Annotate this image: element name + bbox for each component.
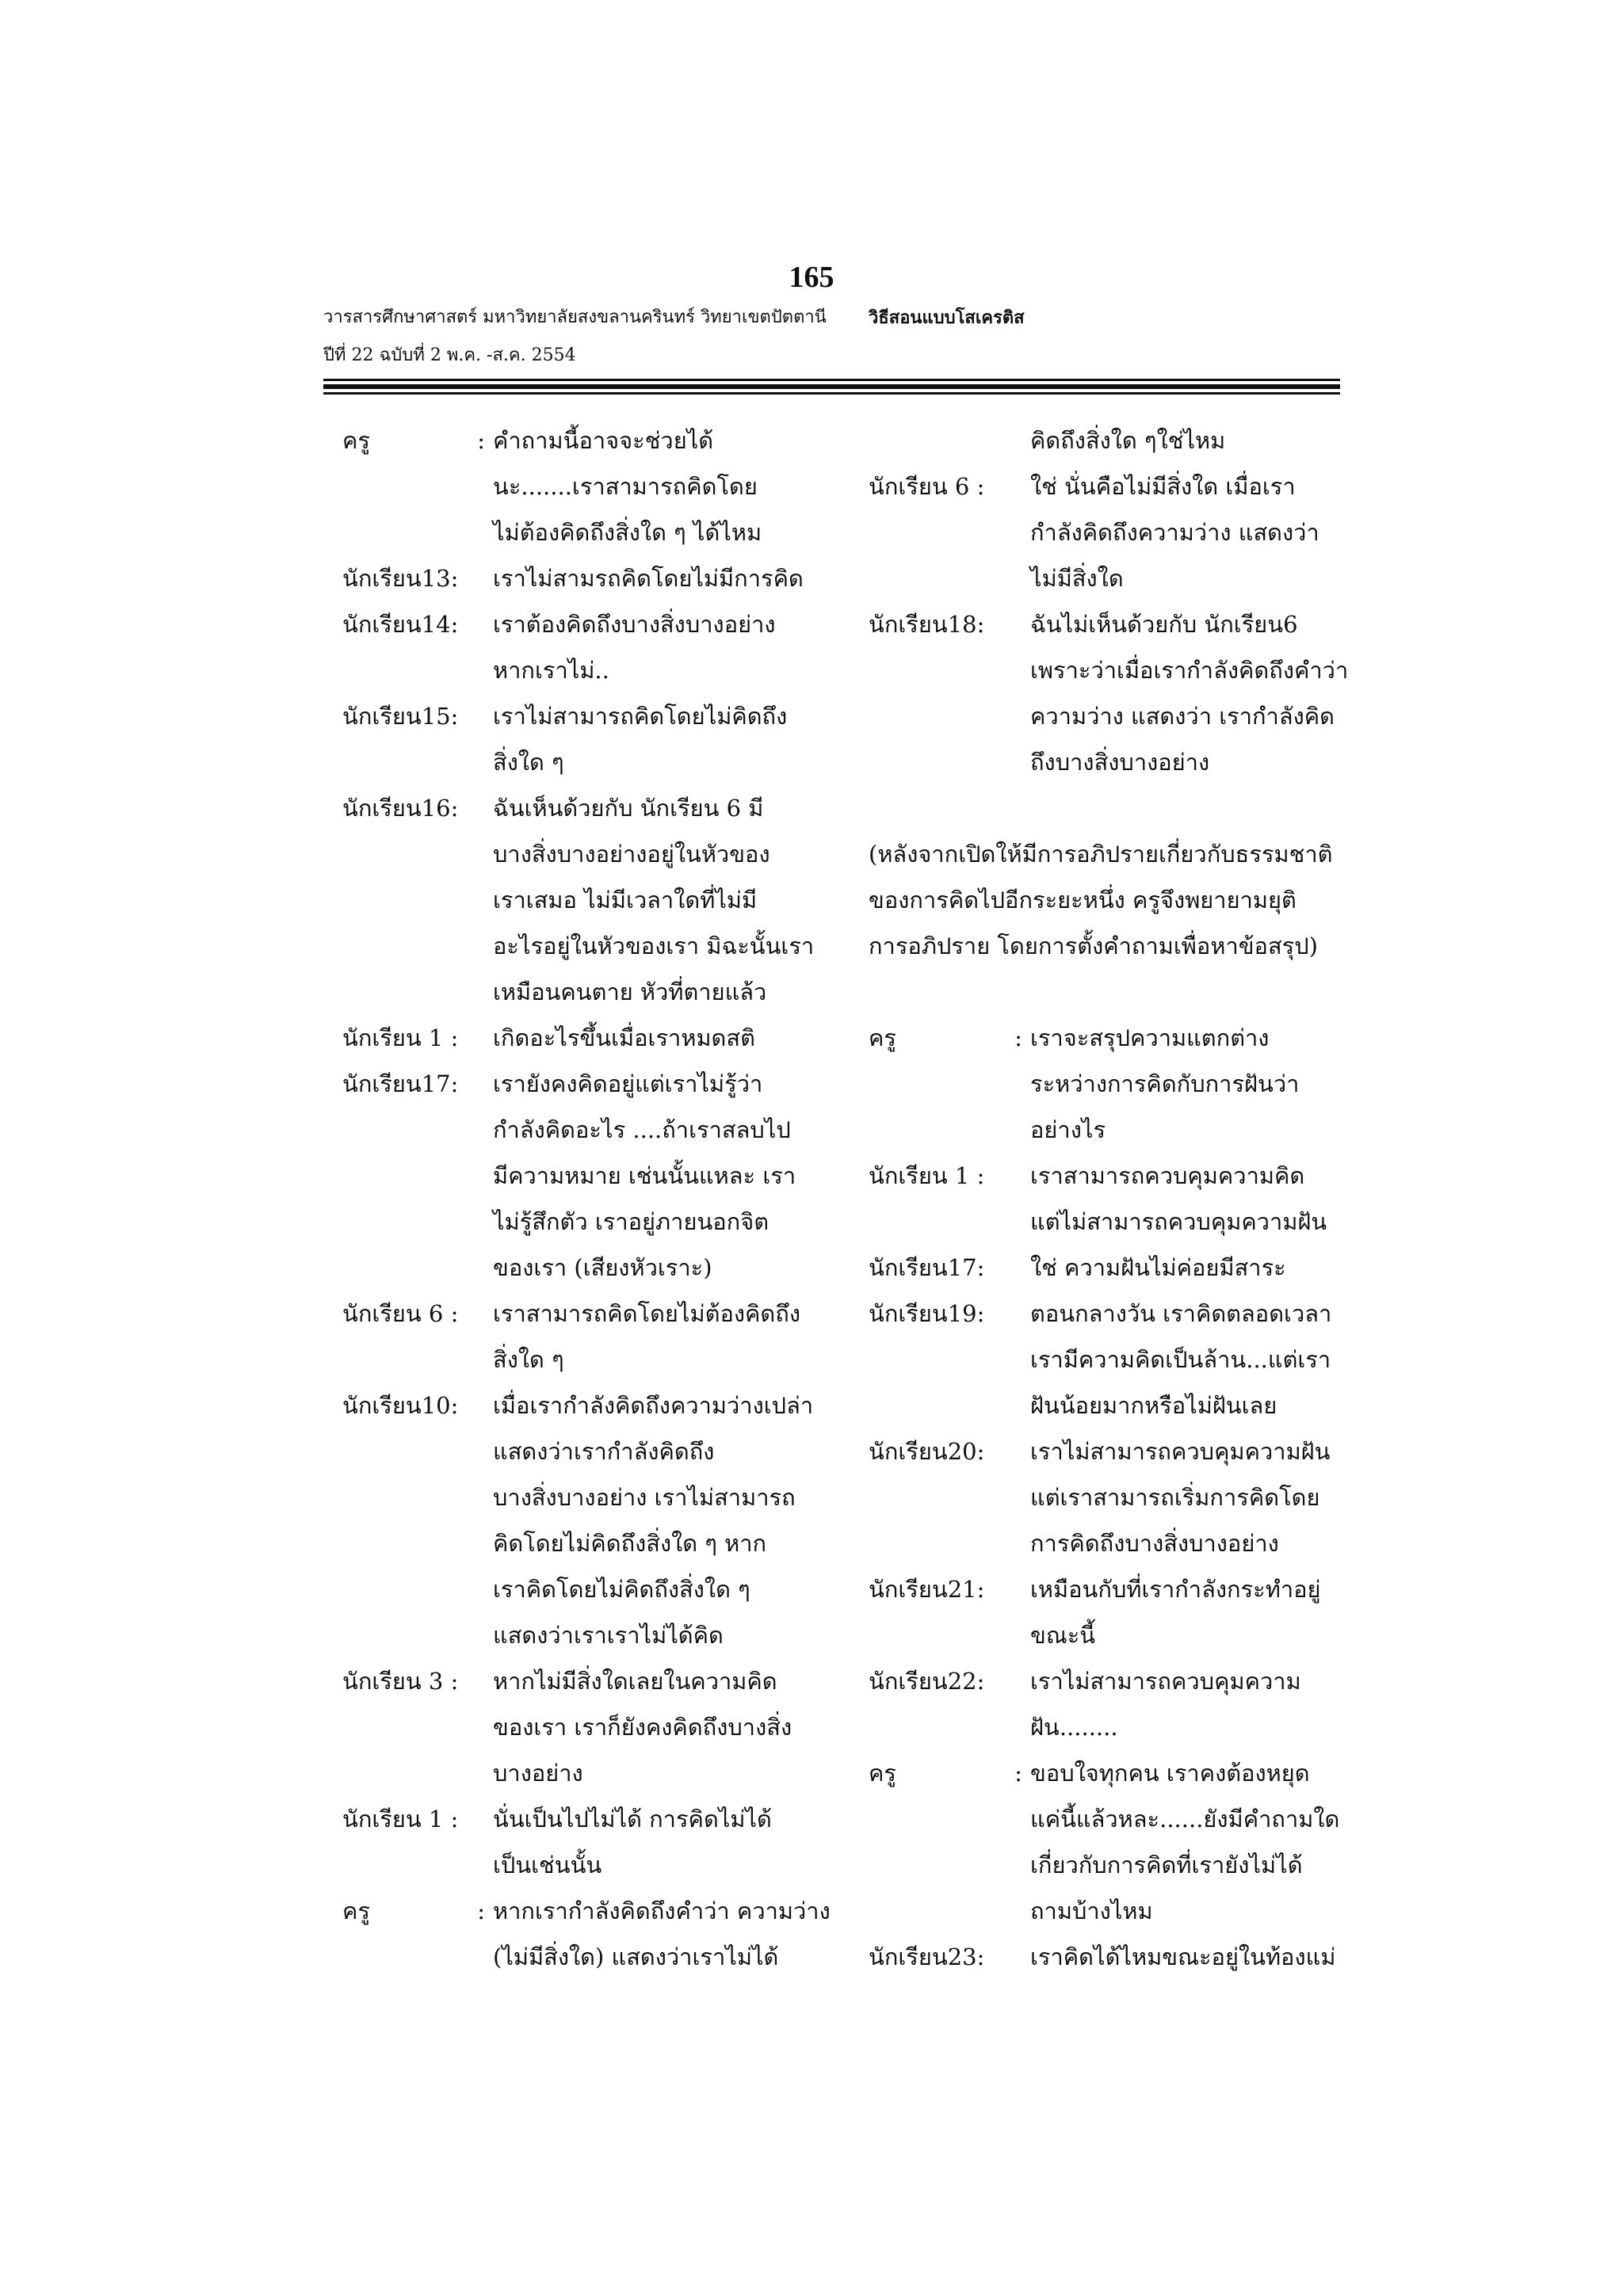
utterance-line: เราไม่สามารถควบคุมความฝัน <box>1030 1438 1331 1465</box>
utterance <box>1030 1750 1360 1934</box>
speaker-name: นักเรียน21: <box>869 1576 985 1603</box>
speaker-label <box>869 1658 1030 1704</box>
speaker-label <box>869 1934 1030 1980</box>
utterance-line: ฉันไม่เห็นด้วยกับ นักเรียน6 <box>1030 611 1298 638</box>
dialogue-entry <box>869 601 1360 785</box>
utterance-line: ฝัน........ <box>1030 1714 1118 1741</box>
utterance-line: หากเรากำลังคิดถึงคำว่า ความว่าง <box>493 1897 831 1924</box>
utterance-line: ไม่รู้สึกตัว เราอยู่ภายนอกจิต <box>493 1208 769 1235</box>
utterance-line: ถึงบางสิ่งบางอย่าง <box>1030 749 1210 776</box>
speaker-colon: : <box>1014 1760 1022 1787</box>
dialogue-entry <box>869 1153 1360 1245</box>
utterance <box>493 1061 818 1291</box>
utterance <box>493 1796 818 1888</box>
utterance-line: เรามีความคิดเป็นล้าน...แต่เรา <box>1030 1346 1331 1373</box>
utterance-line: ระหว่างการคิดกับการฝันว่า <box>1030 1070 1300 1097</box>
speaker-colon <box>485 1658 493 1704</box>
utterance-line: แต่เราสามารถเริ่มการคิดโดย <box>1030 1484 1320 1511</box>
utterance-line: เหมือนคนตาย หัวที่ตายแล้ว <box>493 978 767 1005</box>
dialogue-entry <box>342 785 818 1015</box>
speaker-label <box>342 601 493 647</box>
speaker-colon <box>1022 601 1030 647</box>
speaker-colon <box>485 555 493 601</box>
utterance-line: ใช่ ความฝันไม่ค่อยมีสาระ <box>1030 1254 1286 1281</box>
utterance <box>1030 1566 1360 1658</box>
utterance <box>493 785 818 1015</box>
utterance-line: สิ่งใด ๆ <box>493 749 564 776</box>
speaker-colon <box>1022 1153 1030 1199</box>
dialogue-entry <box>342 1888 831 1980</box>
speaker-name: ครู <box>869 1760 896 1787</box>
utterance-line: เราคิดได้ไหมขณะอยู่ในท้องแม่ <box>1030 1943 1336 1970</box>
speaker-name: นักเรียน17: <box>869 1254 985 1281</box>
speaker-name: ครู <box>869 1024 896 1051</box>
dialogue-entry <box>869 1291 1360 1428</box>
utterance-line: เราต้องคิดถึงบางสิ่งบางอย่าง <box>493 611 776 638</box>
dialogue-entry <box>342 1061 818 1291</box>
utterance-line: นะ.......เราสามารถคิดโดย <box>493 473 758 500</box>
dialogue-entry <box>869 1245 1360 1291</box>
right-column-dialogue-bottom <box>869 1015 1360 1980</box>
speaker-label <box>869 1428 1030 1474</box>
header-rule <box>323 392 1340 395</box>
dialogue-entry <box>342 1658 818 1796</box>
speaker-colon <box>485 1383 493 1428</box>
speaker-colon <box>1022 1291 1030 1337</box>
utterance-line: เกี่ยวกับการคิดที่เรายังไม่ได้ <box>1030 1852 1303 1878</box>
speaker-name: ครู <box>342 1897 370 1924</box>
utterance <box>493 1888 831 1980</box>
dialogue-entry <box>342 1383 818 1658</box>
right-column-dialogue-top <box>869 418 1360 785</box>
utterance-line: เมื่อเรากำลังคิดถึงความว่างเปล่า <box>493 1392 814 1419</box>
dialogue-entry <box>869 1015 1360 1153</box>
dialogue-entry <box>869 418 1360 463</box>
dialogue-entry <box>869 1566 1360 1658</box>
narration-paragraph <box>869 831 1360 969</box>
utterance <box>1030 1428 1360 1566</box>
journal-issue: ปีที่ 22 ฉบับที่ 2 พ.ค. -ส.ค. 2554 <box>323 345 576 365</box>
utterance-line: เรายังคงคิดอยู่แต่เราไม่รู้ว่า <box>493 1070 763 1097</box>
speaker-colon <box>485 1061 493 1107</box>
utterance-line: ไม่ต้องคิดถึงสิ่งใด ๆ ได้ไหม <box>493 519 762 546</box>
speaker-label <box>869 1015 1030 1061</box>
utterance-line: ใช่ นั่นคือไม่มีสิ่งใด เมื่อเรา <box>1030 473 1296 500</box>
utterance-line: เกิดอะไรขึ้นเมื่อเราหมดสติ <box>493 1024 755 1051</box>
utterance <box>1030 463 1360 601</box>
utterance-line: หากไม่มีสิ่งใดเลยในความคิด <box>493 1668 777 1695</box>
speaker-colon <box>1022 1428 1030 1474</box>
utterance <box>493 418 818 555</box>
speaker-colon <box>485 1291 493 1337</box>
speaker-label <box>342 785 493 831</box>
narration-line: (หลังจากเปิดให้มีการอภิปรายเกี่ยวกับธรรมชาติ <box>869 841 1333 868</box>
utterance <box>1030 1934 1360 1980</box>
speaker-name: นักเรียน22: <box>869 1668 985 1695</box>
utterance-line: ฉันเห็นด้วยกับ นักเรียน 6 มี <box>493 795 764 822</box>
dialogue-entry <box>342 555 818 601</box>
utterance-line: เราสามารถคิดโดยไม่ต้องคิดถึง <box>493 1300 800 1327</box>
speaker-label <box>342 1291 493 1337</box>
utterance-line: เราไม่สามรถคิดโดยไม่มีการคิด <box>493 565 804 592</box>
utterance-line: เราสามารถควบคุมความคิด <box>1030 1162 1305 1189</box>
speaker-colon <box>485 1015 493 1061</box>
journal-name: วารสารศึกษาศาสตร์ มหาวิทยาลัยสงขลานครินทร์ วิทยาเขตปัตตานี <box>323 307 827 327</box>
speaker-colon <box>1022 1934 1030 1980</box>
utterance-line: กำลังคิดถึงความว่าง แสดงว่า <box>1030 519 1319 546</box>
speaker-label <box>869 601 1030 647</box>
speaker-name: นักเรียน 1 : <box>342 1024 459 1051</box>
utterance <box>1030 418 1360 463</box>
speaker-colon <box>1022 1658 1030 1704</box>
utterance <box>493 1291 818 1383</box>
utterance-line: คิดถึงสิ่งใด ๆใช่ไหม <box>1030 427 1226 454</box>
speaker-label <box>342 1888 493 1934</box>
right-column <box>869 418 1360 1980</box>
utterance-line: แต่ไม่สามารถควบคุมความฝัน <box>1030 1208 1327 1235</box>
utterance <box>493 1658 818 1796</box>
utterance-line: นั่นเป็นไปไม่ได้ การคิดไม่ได้ <box>493 1806 772 1833</box>
utterance <box>493 1015 818 1061</box>
dialogue-entry <box>342 693 818 785</box>
utterance-line: คำถามนี้อาจจะช่วยได้ <box>493 427 714 454</box>
dialogue-entry <box>342 418 818 555</box>
speaker-name: นักเรียน 1 : <box>869 1162 985 1189</box>
utterance-line: แสดงว่าเรากำลังคิดถึง <box>493 1438 715 1465</box>
speaker-label <box>869 1566 1030 1612</box>
speaker-label <box>342 1658 493 1704</box>
speaker-name: นักเรียน19: <box>869 1300 985 1327</box>
utterance-line: สิ่งใด ๆ <box>493 1346 564 1373</box>
speaker-colon <box>485 1796 493 1842</box>
utterance-line: เป็นเช่นนั้น <box>493 1852 602 1878</box>
speaker-colon: : <box>477 1897 485 1924</box>
utterance-line: เราไม่สามารถคิดโดยไม่คิดถึง <box>493 703 788 730</box>
dialogue-entry <box>342 601 818 693</box>
dialogue-entry <box>342 1796 818 1888</box>
speaker-label <box>342 1061 493 1107</box>
narration-line: การอภิปราย โดยการตั้งคำถามเพื่อหาข้อสรุป) <box>869 933 1318 959</box>
utterance-line: บางสิ่งบางอย่าง เราไม่สามารถ <box>493 1484 796 1511</box>
speaker-label <box>869 1750 1030 1796</box>
header-rule <box>323 384 1340 389</box>
speaker-name: นักเรียน10: <box>342 1392 459 1419</box>
page-number: 165 <box>789 261 834 294</box>
utterance <box>1030 1015 1360 1153</box>
utterance-line: ไม่มีสิ่งใด <box>1030 565 1124 592</box>
utterance-line: เราจะสรุปความแตกต่าง <box>1030 1024 1270 1051</box>
narration-line: ของการคิดไปอีกระยะหนึ่ง ครูจึงพยายามยุติ <box>869 887 1296 913</box>
utterance-line: เราเสมอ ไม่มีเวลาใดที่ไม่มี <box>493 887 758 913</box>
utterance <box>493 601 818 693</box>
speaker-name: นักเรียน 3 : <box>342 1668 459 1695</box>
speaker-name: นักเรียน18: <box>869 611 985 638</box>
speaker-name: นักเรียน 6 : <box>869 473 985 500</box>
speaker-label <box>342 418 493 463</box>
utterance-line: แค่นี้แล้วหละ......ยังมีคำถามใด <box>1030 1806 1340 1833</box>
dialogue-entry <box>342 1015 818 1061</box>
utterance-line: ขณะนี้ <box>1030 1622 1096 1649</box>
speaker-label <box>869 1245 1030 1291</box>
utterance <box>1030 1658 1360 1750</box>
utterance-line: มีความหมาย เช่นนั้นแหละ เรา <box>493 1162 796 1189</box>
left-column <box>342 418 831 1980</box>
speaker-name: นักเรียน16: <box>342 795 459 822</box>
speaker-name: นักเรียน 1 : <box>342 1806 459 1833</box>
utterance-line: ของเรา (เสียงหัวเราะ) <box>493 1254 712 1281</box>
utterance-line: ความว่าง แสดงว่า เรากำลังคิด <box>1030 703 1335 730</box>
utterance-line: หากเราไม่.. <box>493 657 609 684</box>
speaker-name: นักเรียน15: <box>342 703 459 730</box>
dialogue-entry <box>869 1428 1360 1566</box>
speaker-label <box>869 463 1030 509</box>
utterance-line: อย่างไร <box>1030 1116 1106 1143</box>
dialogue-entry <box>342 1291 818 1383</box>
speaker-colon <box>1022 463 1030 509</box>
utterance-line: ตอนกลางวัน เราคิดตลอดเวลา <box>1030 1300 1332 1327</box>
utterance-line: ของเรา เราก็ยังคงคิดถึงบางสิ่ง <box>493 1714 792 1741</box>
speaker-colon <box>1022 1566 1030 1612</box>
utterance-line: เพราะว่าเมื่อเรากำลังคิดถึงคำว่า <box>1030 657 1349 684</box>
utterance-line: แสดงว่าเราเราไม่ได้คิด <box>493 1622 724 1649</box>
utterance <box>493 1383 818 1658</box>
speaker-colon <box>1022 1245 1030 1291</box>
dialogue-entry <box>869 1750 1360 1934</box>
utterance-line: เราคิดโดยไม่คิดถึงสิ่งใด ๆ <box>493 1576 750 1603</box>
utterance-line: บางอย่าง <box>493 1760 583 1787</box>
speaker-label <box>342 693 493 739</box>
speaker-colon: : <box>1014 1024 1022 1051</box>
utterance <box>493 555 818 601</box>
utterance <box>1030 1153 1360 1245</box>
speaker-label <box>342 1796 493 1842</box>
utterance-line: เหมือนกับที่เรากำลังกระทำอยู่ <box>1030 1576 1321 1603</box>
utterance-line: บางสิ่งบางอย่างอยู่ในหัวของ <box>493 841 770 868</box>
speaker-name: นักเรียน17: <box>342 1070 459 1097</box>
speaker-colon <box>485 785 493 831</box>
speaker-label <box>869 1291 1030 1337</box>
speaker-label <box>342 1383 493 1428</box>
speaker-label <box>342 555 493 601</box>
speaker-name: นักเรียน 6 : <box>342 1300 459 1327</box>
utterance <box>1030 1291 1360 1428</box>
speaker-name: ครู <box>342 427 370 454</box>
utterance-line: อะไรอยู่ในหัวของเรา มิฉะนั้นเรา <box>493 933 815 959</box>
utterance <box>1030 1245 1360 1291</box>
utterance-line: ฝันน้อยมากหรือไม่ฝันเลย <box>1030 1392 1277 1419</box>
speaker-name: นักเรียน20: <box>869 1438 985 1465</box>
speaker-colon <box>485 693 493 739</box>
utterance-line: คิดโดยไม่คิดถึงสิ่งใด ๆ หาก <box>493 1530 767 1557</box>
dialogue-entry <box>869 1658 1360 1750</box>
speaker-label <box>342 1015 493 1061</box>
dialogue-entry <box>869 1934 1360 1980</box>
utterance-line: การคิดถึงบางสิ่งบางอย่าง <box>1030 1530 1279 1557</box>
speaker-colon: : <box>477 427 485 454</box>
header-rule <box>323 379 1340 381</box>
speaker-name: นักเรียน13: <box>342 565 459 592</box>
utterance-line: (ไม่มีสิ่งใด) แสดงว่าเราไม่ได้ <box>493 1943 779 1970</box>
utterance-line: ขอบใจทุกคน เราคงต้องหยุด <box>1030 1760 1310 1787</box>
speaker-name: นักเรียน23: <box>869 1943 985 1970</box>
article-title: วิธีสอนแบบโสเครติส <box>869 307 1025 328</box>
speaker-name: นักเรียน14: <box>342 611 459 638</box>
dialogue-entry <box>869 463 1360 601</box>
speaker-label <box>869 1153 1030 1199</box>
utterance <box>493 693 818 785</box>
utterance-line: ถามบ้างไหม <box>1030 1897 1153 1924</box>
utterance-line: เราไม่สามารถควบคุมความ <box>1030 1668 1301 1695</box>
speaker-colon <box>485 601 493 647</box>
utterance <box>1030 601 1360 785</box>
utterance-line: กำลังคิดอะไร ....ถ้าเราสลบไป <box>493 1116 791 1143</box>
